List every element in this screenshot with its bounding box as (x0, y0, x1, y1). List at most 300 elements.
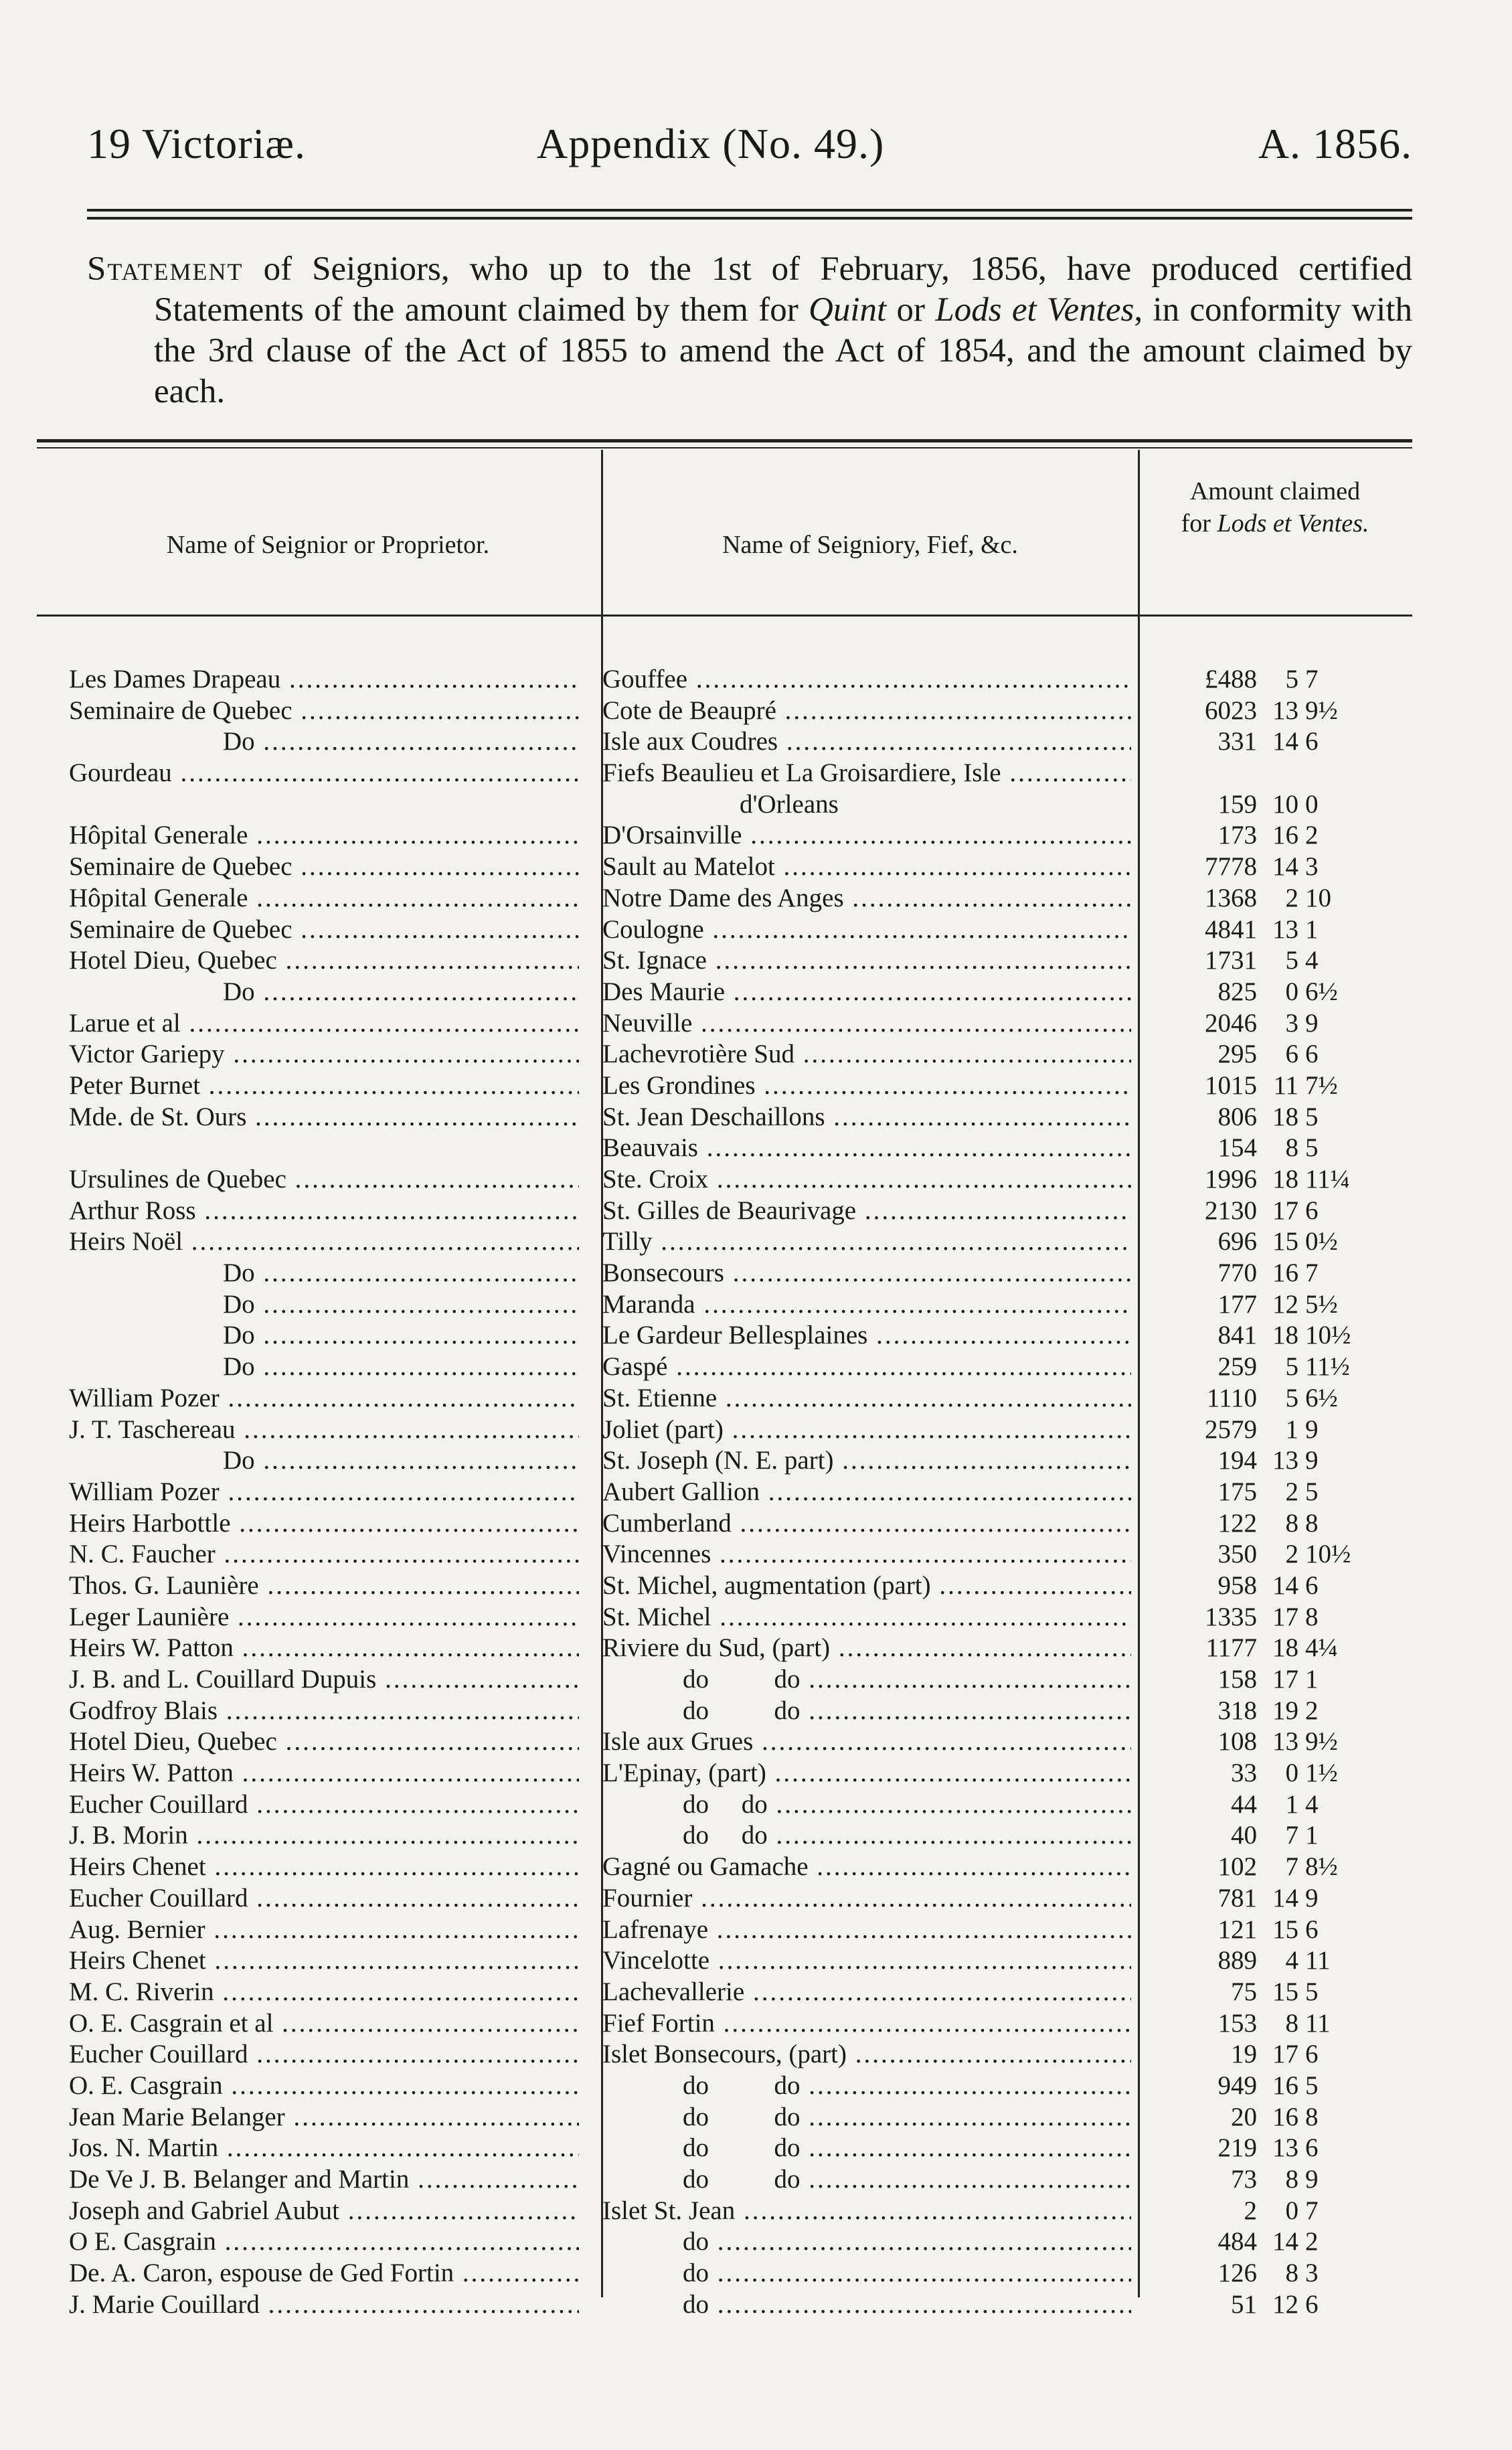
seignior-name (69, 1539, 579, 1570)
seignior-name (69, 758, 579, 789)
seignior-name-text: J. B. and L. Couillard Dupuis (69, 1665, 377, 1694)
seigniory-name-text: Les Grondines (602, 1070, 756, 1100)
amount-pounds: 2046 (1205, 1008, 1257, 1038)
amount-shillings: 7 (1285, 1821, 1298, 1850)
table-row (0, 1008, 1512, 1040)
amount-pounds: 6023 (1205, 696, 1257, 725)
seignior-name-text: Hôpital Generale (69, 883, 248, 912)
amount-shillings: 11 (1273, 1070, 1298, 1100)
seigniory-name-text: Tilly (602, 1227, 653, 1256)
table-row (0, 1664, 1512, 1696)
amount-pounds: 121 (1217, 1914, 1257, 1944)
session-label: 19 Victoriæ. (87, 120, 306, 167)
seigniory-name-text: Joliet (part) (602, 1414, 724, 1444)
amount-shillings: 1 (1285, 1414, 1298, 1444)
amount-pence: 4¼ (1305, 1633, 1338, 1663)
seigniory-name (602, 2289, 1131, 2321)
seigniory-name-text: do do (683, 2165, 801, 2194)
seigniory-name-text: St. Ignace (602, 946, 707, 975)
seigniory-name (602, 883, 1131, 914)
header-double-rule (87, 209, 1412, 220)
seignior-name-text: Godfroy Blais (69, 1696, 218, 1725)
seignior-name-text: Heirs Chenet (69, 1946, 206, 1975)
seignior-name (69, 2164, 579, 2196)
seigniory-name (602, 758, 1131, 789)
seigniory-name-text: St. Michel, augmentation (part) (602, 1570, 931, 1600)
seigniory-name-text: Lachevrotière Sud (602, 1040, 794, 1069)
amount-pounds: 44 (1231, 1789, 1257, 1819)
seigniory-name (602, 1945, 1131, 1977)
seigniory-name (602, 1102, 1131, 1133)
seignior-name (69, 2102, 579, 2133)
seigniory-name (602, 1196, 1131, 1227)
amount-shillings: 5 (1285, 1383, 1298, 1412)
amount-pence: 1 (1305, 914, 1319, 944)
header-amount-line2 (1141, 507, 1409, 540)
table-row (0, 2289, 1512, 2321)
seignior-name-text: Arthur Ross (69, 1196, 196, 1225)
seignior-name-text: Heirs W. Patton (69, 1759, 234, 1788)
seignior-name (69, 1696, 579, 1727)
table-row (0, 2039, 1512, 2070)
seignior-name (69, 2196, 579, 2227)
seignior-name-text: Seminaire de Quebec (69, 914, 292, 944)
statement-text (87, 249, 1412, 412)
seignior-name (69, 1477, 579, 1508)
seignior-name (69, 1039, 579, 1070)
seigniory-name (602, 914, 1131, 946)
amount-shillings: 14 (1272, 727, 1298, 756)
seigniory-name (602, 2039, 1131, 2070)
seignior-name (69, 914, 579, 946)
table-row (0, 1039, 1512, 1070)
amount-pounds: 825 (1217, 977, 1257, 1006)
amount-pence: 7 (1305, 665, 1319, 693)
seigniory-name-text: St. Gilles de Beaurivage (602, 1196, 857, 1225)
seignior-name-text: De. A. Caron, espouse de Ged Fortin (69, 2259, 454, 2288)
seignior-name (69, 1320, 579, 1352)
amount-shillings: 8 (1285, 1133, 1298, 1163)
amount-pence: 2 (1305, 821, 1319, 850)
amount-shillings: 2 (1285, 883, 1298, 912)
amount-pence: 5 (1305, 1102, 1319, 1131)
seigniory-name-text: Cote de Beaupré (602, 696, 776, 725)
seignior-name-text: Do (223, 1352, 255, 1382)
seignior-name (69, 1726, 579, 1758)
seigniors-table-body (0, 664, 1512, 2320)
seigniory-name (602, 1539, 1131, 1570)
seigniory-name-text: Gouffee (602, 665, 688, 693)
table-row (0, 1133, 1512, 1164)
amount-pounds: 122 (1217, 1508, 1257, 1538)
amount-pounds: 2 (1244, 2196, 1257, 2225)
seigniory-name (602, 1477, 1131, 1508)
amount-shillings: 5 (1285, 946, 1298, 975)
amount-pence: 6 (1305, 1570, 1319, 1600)
statement-part2: , in conformity with the 3rd clause of the Act of 1855 to amend the Act of 1854, and the amount claimed by each. (154, 291, 1413, 410)
seignior-name-text: Mde. de St. Ours (69, 1102, 247, 1131)
seignior-name-text: Hotel Dieu, Quebec (69, 1727, 277, 1757)
seignior-name (69, 1883, 579, 1914)
table-row (0, 1070, 1512, 1102)
amount-shillings: 13 (1272, 1727, 1298, 1757)
seigniory-name (602, 1039, 1131, 1070)
header-amount (1141, 475, 1409, 540)
seigniory-name (602, 1289, 1131, 1321)
amount-pounds: 1731 (1205, 946, 1257, 975)
amount-pounds: 175 (1217, 1477, 1257, 1506)
seigniory-name (602, 1258, 1131, 1289)
amount-pence: 11¼ (1305, 1165, 1350, 1194)
seigniory-name-text: Fiefs Beaulieu et La Groisardiere, Isle (602, 758, 1001, 788)
amount-shillings: 19 (1272, 1696, 1298, 1725)
table-row (0, 1820, 1512, 1852)
seignior-name-text: Aug. Bernier (69, 1914, 205, 1944)
seignior-name-text: Jos. N. Martin (69, 2133, 219, 2163)
amount-pence: 8 (1305, 2102, 1319, 2131)
table-row (0, 1883, 1512, 1914)
seigniory-name (602, 2070, 1131, 2102)
table-row (0, 2102, 1512, 2133)
amount-pounds: 806 (1217, 1102, 1257, 1131)
table-row (0, 1477, 1512, 1508)
seigniory-name (602, 1883, 1131, 1914)
seignior-name-text: J. Marie Couillard (69, 2289, 260, 2319)
amount-shillings: 16 (1272, 1258, 1298, 1288)
amount-shillings: 18 (1272, 1165, 1298, 1194)
seignior-name (69, 1820, 579, 1852)
seignior-name-text: Heirs W. Patton (69, 1633, 234, 1663)
seigniory-name-text: Vincennes (602, 1540, 711, 1569)
table-row (0, 1414, 1512, 1446)
quint-term: Quint (809, 291, 887, 329)
amount-pence: 5½ (1305, 1289, 1338, 1319)
seigniory-name-text: Coulogne (602, 914, 704, 944)
amount-pounds: 331 (1217, 727, 1257, 756)
seigniory-name-text: Des Maurie (602, 977, 726, 1006)
seigniory-name (602, 1570, 1131, 1602)
seignior-name (69, 2289, 579, 2321)
seigniory-name-text: St. Etienne (602, 1383, 718, 1412)
amount-shillings: 8 (1285, 2259, 1298, 2288)
amount-pence: 9½ (1305, 1727, 1338, 1757)
amount-pounds: 2579 (1205, 1414, 1257, 1444)
seignior-name (69, 1508, 579, 1540)
seignior-name (69, 1852, 579, 1883)
amount-pounds: 1015 (1205, 1070, 1257, 1100)
seigniory-name-text: Fief Fortin (602, 2008, 715, 2038)
seigniory-name-text: do do (683, 2070, 801, 2100)
amount-shillings: 6 (1285, 1040, 1298, 1069)
amount-shillings: 17 (1272, 1665, 1298, 1694)
amount-pounds: 295 (1217, 1040, 1257, 1069)
seignior-name (69, 1383, 579, 1414)
seigniory-name (602, 2196, 1131, 2227)
seignior-name (69, 1633, 579, 1664)
seigniory-name-text: do do (683, 1696, 801, 1725)
amount-pence: 6 (1305, 727, 1319, 756)
amount-pence: 5 (1305, 1477, 1319, 1506)
amount-shillings: 17 (1272, 2040, 1298, 2069)
table-row (0, 1914, 1512, 1946)
seignior-name-text: De Ve J. B. Belanger and Martin (69, 2165, 410, 2194)
seigniory-name (602, 1726, 1131, 1758)
amount-pounds: 7778 (1205, 852, 1257, 882)
seignior-name (69, 1102, 579, 1133)
seignior-name-text: Heirs Chenet (69, 1852, 206, 1882)
seignior-name-text: Do (223, 1321, 255, 1350)
seignior-name (69, 1070, 579, 1102)
amount-pounds: 841 (1217, 1321, 1257, 1350)
seigniory-name-text: Isle aux Coudres (602, 727, 778, 756)
amount-pounds: 33 (1231, 1759, 1257, 1788)
seignior-name-text: Peter Burnet (69, 1070, 201, 1100)
amount-pence: 11 (1305, 2008, 1331, 2038)
amount-pounds: 1996 (1205, 1165, 1257, 1194)
seignior-name (69, 1289, 579, 1321)
seignior-name (69, 2070, 579, 2102)
table-row (0, 2008, 1512, 2040)
seignior-name-text: Do (223, 977, 255, 1006)
table-row (0, 914, 1512, 946)
seignior-name-text: O. E. Casgrain et al (69, 2008, 274, 2038)
seignior-name (69, 2039, 579, 2070)
table-row (0, 1977, 1512, 2008)
seigniory-name-text: do do (683, 2133, 801, 2163)
amount-pence: 11 (1305, 1946, 1331, 1975)
header-seigniory-label: Name of Seigniory, Fief, &c. (722, 531, 1018, 559)
amount-shillings: 15 (1272, 1914, 1298, 1944)
table-row (0, 2258, 1512, 2289)
amount-pounds: 958 (1217, 1570, 1257, 1600)
amount-pounds: 108 (1217, 1727, 1257, 1757)
statement-lead: Statement (87, 250, 244, 288)
amount-pounds: 153 (1217, 2008, 1257, 2038)
amount-pence: 6 (1305, 1040, 1319, 1069)
amount-pence: 1½ (1305, 1759, 1338, 1788)
amount-pounds: 177 (1217, 1289, 1257, 1319)
seigniory-name (602, 2226, 1131, 2258)
amount-pence: 9 (1305, 1883, 1319, 1912)
seignior-name-text: Larue et al (69, 1008, 181, 1038)
seigniory-name (602, 1133, 1131, 1164)
lods-term: Lods et Ventes (935, 291, 1135, 329)
table-row (0, 2196, 1512, 2227)
table-row (0, 1633, 1512, 1664)
table-row (0, 758, 1512, 789)
seignior-name (69, 2258, 579, 2289)
seignior-name-text: Victor Gariepy (69, 1040, 225, 1069)
table-row (0, 1102, 1512, 1133)
seigniory-name-text: St. Jean Deschaillons (602, 1102, 825, 1131)
amount-pence: 6 (1305, 2133, 1319, 2163)
table-row (0, 820, 1512, 851)
amount-pence: 2 (1305, 2227, 1319, 2257)
seignior-name-text: O E. Casgrain (69, 2227, 216, 2257)
seigniory-name (602, 2258, 1131, 2289)
seignior-name-text: J. B. Morin (69, 1821, 188, 1850)
amount-shillings: 12 (1272, 1289, 1298, 1319)
amount-pence: 9½ (1305, 696, 1338, 725)
seignior-name (69, 726, 579, 758)
statement-intro (87, 249, 1412, 412)
amount-pence: 7 (1305, 2196, 1319, 2225)
seigniory-name (602, 851, 1131, 883)
table-row (0, 1945, 1512, 1977)
amount-pence: 5 (1305, 2070, 1319, 2100)
amount-pence: 0½ (1305, 1227, 1338, 1256)
seignior-name-text: Gourdeau (69, 758, 172, 788)
seigniory-name-text: Lachevallerie (602, 1977, 745, 2006)
amount-shillings: 18 (1272, 1102, 1298, 1131)
seigniory-name-text: Cumberland (602, 1508, 732, 1538)
amount-pounds: 173 (1217, 821, 1257, 850)
amount-shillings: 0 (1285, 977, 1298, 1006)
seigniory-name-text: St. Michel (602, 1602, 711, 1631)
amount-pounds: 889 (1217, 1946, 1257, 1975)
seigniory-name-text: Beauvais (602, 1133, 698, 1163)
seigniory-name (602, 1789, 1131, 1821)
table-row (0, 1570, 1512, 1602)
seigniory-name (602, 1226, 1131, 1258)
seigniory-name-text: do do (683, 2102, 801, 2131)
seignior-name (69, 1414, 579, 1446)
seigniory-name-text: Islet Bonsecours, (part) (602, 2040, 847, 2069)
table-row (0, 2070, 1512, 2102)
seignior-name (69, 945, 579, 977)
amount-shillings: 14 (1272, 1570, 1298, 1600)
table-row (0, 1789, 1512, 1821)
amount-pounds: 51 (1231, 2289, 1257, 2319)
amount-pounds: 102 (1217, 1852, 1257, 1882)
seigniory-name (602, 1008, 1131, 1040)
year-label: A. 1856. (1258, 120, 1412, 167)
seigniory-name (602, 1820, 1131, 1852)
amount-pence: 9 (1305, 1008, 1319, 1038)
amount-shillings: 4 (1285, 1946, 1298, 1975)
seignior-name-text: Seminaire de Quebec (69, 696, 292, 725)
amount-shillings: 8 (1285, 1508, 1298, 1538)
seigniory-name-text: L'Epinay, (part) (602, 1759, 766, 1788)
table-row (0, 1696, 1512, 1727)
seigniory-name-text: do (683, 2289, 709, 2319)
amount-shillings: 7 (1285, 1852, 1298, 1882)
amount-pence: 0 (1305, 789, 1319, 819)
amount-pence: 10½ (1305, 1321, 1351, 1350)
seigniory-name-text: Gagné ou Gamache (602, 1852, 809, 1882)
table-row (0, 851, 1512, 883)
amount-pence: 8 (1305, 1602, 1319, 1631)
seignior-name-text: Hotel Dieu, Quebec (69, 946, 277, 975)
amount-shillings: 13 (1272, 914, 1298, 944)
seignior-name (69, 1945, 579, 1977)
table-row (0, 1226, 1512, 1258)
seignior-name-text: Eucher Couillard (69, 2040, 248, 2069)
header-amount-for: for (1181, 509, 1217, 538)
amount-shillings: 5 (1285, 1352, 1298, 1382)
seigniory-name-text: d'Orleans (740, 789, 839, 819)
seigniory-name (602, 2008, 1131, 2040)
seignior-name (69, 1352, 579, 1383)
amount-pounds: 1335 (1205, 1602, 1257, 1631)
header-proprietor-label: Name of Seignior or Proprietor. (166, 531, 490, 559)
amount-pence: 8 (1305, 1508, 1319, 1538)
amount-pounds: 159 (1217, 789, 1257, 819)
seigniory-name (602, 1352, 1131, 1383)
seigniory-name (602, 1852, 1131, 1883)
seigniory-name (602, 2133, 1131, 2164)
seignior-name-text: Thos. G. Launière (69, 1570, 259, 1600)
amount-shillings: 17 (1272, 1196, 1298, 1225)
table-row (0, 1852, 1512, 1883)
amount-pounds: 219 (1217, 2133, 1257, 2163)
amount-pounds: 318 (1217, 1696, 1257, 1725)
seigniory-name (602, 1664, 1131, 1696)
table-row (0, 2133, 1512, 2164)
seigniory-name (602, 945, 1131, 977)
amount-shillings: 18 (1272, 1633, 1298, 1663)
amount-shillings: 16 (1272, 2102, 1298, 2131)
table-row (0, 726, 1512, 758)
table-row (0, 664, 1512, 696)
seigniory-name (602, 664, 1131, 696)
seigniory-name-text: Le Gardeur Bellesplaines (602, 1321, 868, 1350)
amount-shillings: 14 (1272, 1883, 1298, 1912)
seignior-name (69, 820, 579, 851)
seigniory-name (602, 1164, 1131, 1196)
seigniory-name (602, 2102, 1131, 2133)
seigniory-name (602, 1977, 1131, 2008)
amount-shillings: 2 (1285, 1540, 1298, 1569)
amount-pounds: 1110 (1206, 1383, 1257, 1412)
amount-shillings: 12 (1272, 2289, 1298, 2319)
table-row (0, 1726, 1512, 1758)
seigniory-name (602, 789, 1131, 821)
seigniory-name-text: St. Joseph (N. E. part) (602, 1446, 834, 1475)
amount-shillings: 5 (1285, 665, 1298, 693)
amount-pence: 9 (1305, 2165, 1319, 2194)
amount-pence: 11½ (1305, 1352, 1350, 1382)
seigniory-name (602, 977, 1131, 1008)
seigniory-name-text: do (683, 2227, 709, 2257)
amount-pence: 4 (1305, 1789, 1319, 1819)
amount-pounds: 4841 (1205, 914, 1257, 944)
amount-shillings: 15 (1272, 1977, 1298, 2006)
seignior-name-text: Leger Launière (69, 1602, 230, 1631)
header-amount-italic: Lods et Ventes. (1217, 509, 1369, 538)
amount-pence: 1 (1305, 1665, 1319, 1694)
amount-pounds: 73 (1231, 2165, 1257, 2194)
table-row (0, 789, 1512, 821)
seignior-name (69, 2008, 579, 2040)
amount-shillings: 14 (1272, 852, 1298, 882)
amount-shillings: 15 (1272, 1227, 1298, 1256)
table-row (0, 1352, 1512, 1383)
seigniory-name-text: Aubert Gallion (602, 1477, 760, 1506)
amount-pounds: 158 (1217, 1665, 1257, 1694)
amount-shillings: 13 (1272, 696, 1298, 725)
seignior-name-text: Do (223, 727, 255, 756)
amount-pence: 2 (1305, 1696, 1319, 1725)
table-row (0, 1602, 1512, 1633)
amount-shillings: 8 (1285, 2008, 1298, 2038)
amount-pounds: £488 (1205, 665, 1257, 693)
table-row (0, 1196, 1512, 1227)
amount-pounds: 194 (1217, 1446, 1257, 1475)
amount-pounds: 949 (1217, 2070, 1257, 2100)
seignior-name (69, 1602, 579, 1633)
seignior-name (69, 2133, 579, 2164)
